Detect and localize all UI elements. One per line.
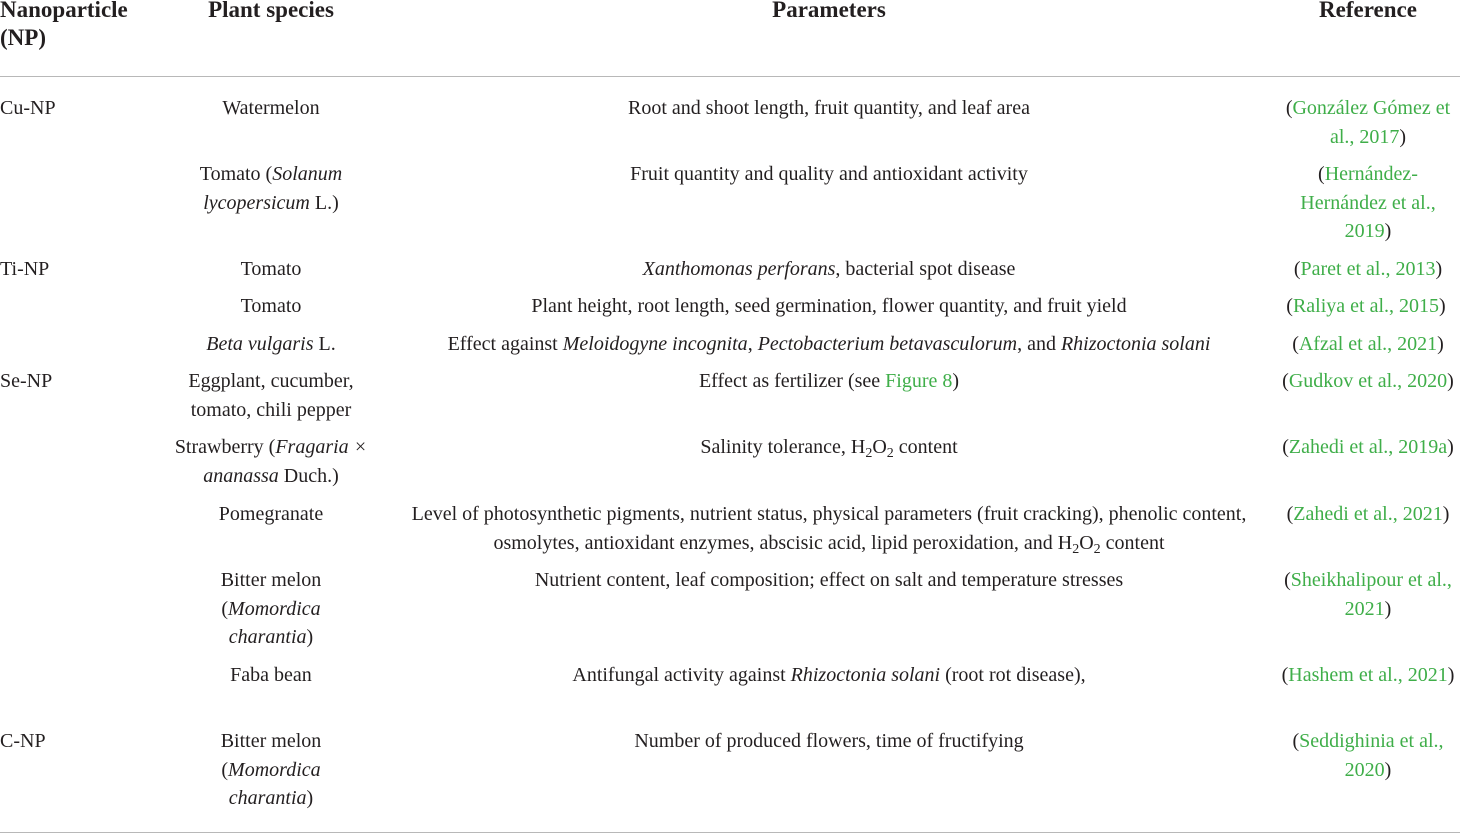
row-reference: (Raliya et al., 2015) (1286, 295, 1446, 317)
row-reference: (Hashem et al., 2021) (1281, 664, 1455, 686)
figure-link[interactable]: Figure 8 (885, 370, 953, 392)
row-plant: Faba bean (230, 664, 312, 686)
row-plant: Tomato (Solanum lycopersicum L.) (199, 163, 343, 214)
reference-link[interactable]: Zahedi et al., 2021 (1293, 503, 1443, 525)
row-reference: (Zahedi et al., 2019a) (1282, 436, 1454, 458)
reference-link[interactable]: Seddighinia et al., 2020 (1299, 730, 1444, 781)
reference-link[interactable]: González Gómez et al., 2017 (1292, 97, 1451, 148)
header-divider (0, 76, 1460, 77)
reference-link[interactable]: Hashem et al., 2021 (1288, 664, 1448, 686)
row-reference: (Hernández-Hernández et al., 2019) (1300, 163, 1436, 242)
row-plant: Beta vulgaris L. (206, 333, 336, 355)
header-nanoparticle: Nanoparticle (NP) (0, 0, 128, 50)
row-reference: (Gudkov et al., 2020) (1282, 370, 1454, 392)
row-plant: Bitter melon (Momordica charantia) (220, 569, 322, 648)
row-reference: (González Gómez et al., 2017) (1285, 97, 1451, 148)
row-np: C-NP (0, 730, 46, 752)
row-plant: Pomegranate (218, 503, 324, 525)
row-plant: Bitter melon (Momordica charantia) (220, 730, 322, 809)
reference-link[interactable]: Afzal et al., 2021 (1298, 333, 1438, 355)
row-reference: (Sheikhalipour et al., 2021) (1284, 569, 1452, 620)
header-parameters: Parameters (772, 0, 886, 22)
reference-link[interactable]: Raliya et al., 2015 (1292, 295, 1440, 317)
reference-link[interactable]: Gudkov et al., 2020 (1288, 370, 1448, 392)
reference-link[interactable]: Paret et al., 2013 (1300, 258, 1436, 280)
row-parameters: Fruit quantity and quality and antioxidant activity (630, 163, 1028, 185)
row-reference: (Zahedi et al., 2021) (1286, 503, 1450, 525)
row-plant: Tomato (240, 295, 302, 317)
row-parameters: Xanthomonas perforans, bacterial spot disease (642, 258, 1016, 280)
row-parameters: Number of produced flowers, time of fructifying (634, 730, 1024, 752)
row-parameters: Level of photosynthetic pigments, nutrient status, physical parameters (fruit cracking), phenolic content, osmolytes, antioxidant enzymes, abscisic acid, lipid peroxidation, and $H_2O_2$ content (411, 503, 1247, 557)
row-reference: (Paret et al., 2013) (1293, 258, 1443, 280)
row-reference: (Afzal et al., 2021) (1292, 333, 1444, 355)
row-plant: Watermelon (222, 97, 320, 119)
row-parameters: Salinity tolerance, $H_2O_2$ content (700, 436, 958, 461)
row-parameters: Root and shoot length, fruit quantity, and leaf area (628, 97, 1030, 119)
row-np: Cu-NP (0, 97, 56, 119)
row-parameters: Plant height, root length, seed germination, flower quantity, and fruit yield (531, 295, 1127, 317)
reference-link[interactable]: Zahedi et al., 2019a (1288, 436, 1448, 458)
row-parameters: Antifungal activity against Rhizoctonia solani (root rot disease), (572, 664, 1086, 686)
header-plant-species: Plant species (208, 0, 334, 22)
row-plant: Tomato (240, 258, 302, 280)
table-bottom-rule (0, 832, 1460, 833)
row-plant: Eggplant, cucumber, tomato, chili pepper (188, 370, 354, 421)
row-np: Ti-NP (0, 258, 50, 280)
row-np: Se-NP (0, 370, 53, 392)
row-plant: Strawberry (Fragaria × ananassa Duch.) (174, 436, 368, 487)
row-parameters: Effect as fertilizer (see Figure 8) (698, 370, 960, 392)
reference-link[interactable]: Sheikhalipour et al., 2021 (1290, 569, 1452, 620)
header-reference: Reference (1319, 0, 1417, 22)
row-parameters: Nutrient content, leaf composition; effect on salt and temperature stresses (534, 569, 1124, 591)
reference-link[interactable]: Hernández-Hernández et al., 2019 (1300, 163, 1436, 242)
row-reference: (Seddighinia et al., 2020) (1292, 730, 1444, 781)
row-parameters: Effect against Meloidogyne incognita, Pectobacterium betavasculorum, and Rhizoctonia solani (447, 333, 1211, 355)
